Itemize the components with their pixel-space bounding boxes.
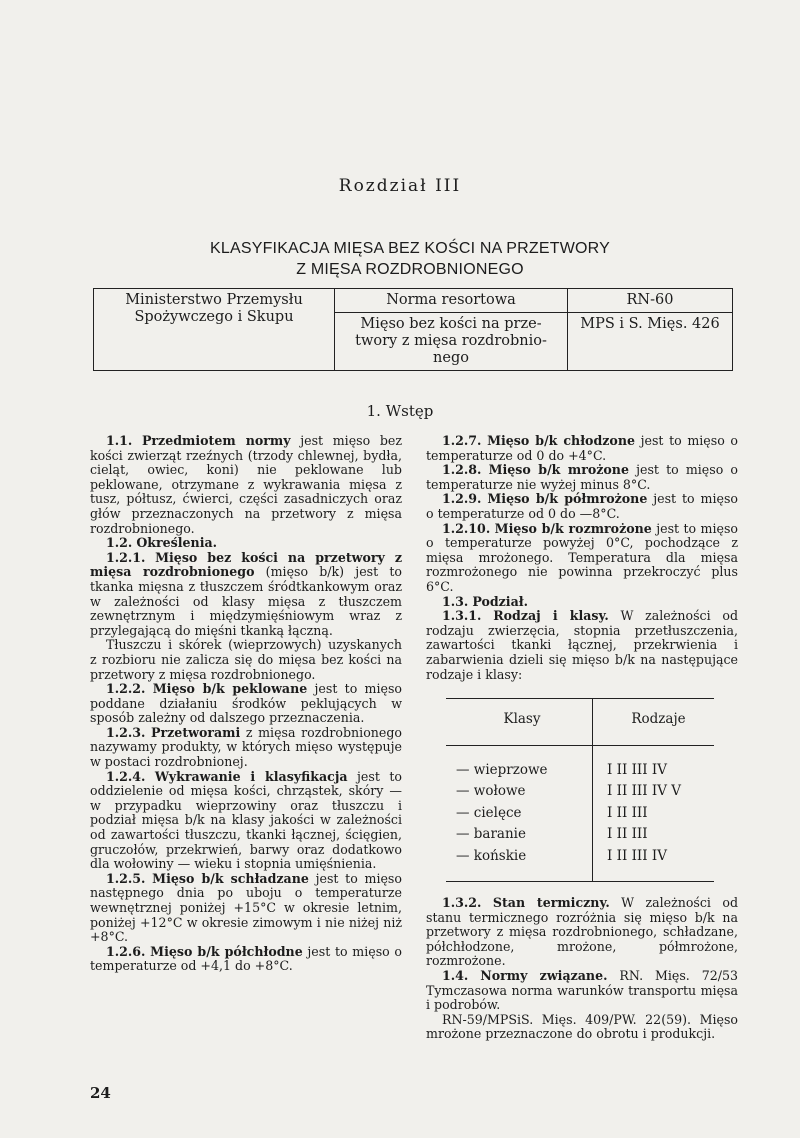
norm-number-cell: RN-60 (568, 289, 733, 313)
classes-table (446, 698, 714, 882)
main-title (80, 238, 740, 280)
table-header-klasy: Klasy (446, 699, 593, 746)
subject-cell (335, 313, 568, 371)
paragraph: 1.2.6. Mięso b/k półchłodne jest to mięso o temperaturze od +4,1 do +8°C. (90, 943, 402, 974)
paragraph: 1.2.10. Mięso b/k rozmrożone jest to mięso o temperaturze powyżej 0°C, pochodzące z mięsa mrożonego. Temperatura dla mięsa rozmrożonego nie powinna przekroczyć plus 6°C. (426, 520, 738, 594)
table-row: — wieprzowe I II III IV (446, 745, 714, 781)
table-header-rodzaje: Rodzaje (593, 699, 715, 746)
title-line-2: Z MIĘSA ROZDROBNIONEGO (296, 261, 524, 278)
table-row: — baranie I II III (446, 824, 714, 846)
section-title: 1. Wstęp (366, 402, 434, 420)
paragraph: 1.2.4. Wykrawanie i klasyfikacja jest to oddzielenie od mięsa kości, chrząstek, skóry — w przypadku wieprzowiny oraz tłuszczu i podział mięsa b/k na klasy jakości w zależności od zawartości tłuszczu, tkanki łącznej, ścięgien, gruczołów, przekrwień, barwy oraz dodatkowo dla wołowiny — wieku i stopnia umięśnienia. (90, 768, 403, 872)
paragraph: 1.4. Normy związane. RN. Mięs. 72/53 Tymczasowa norma warunków transportu mięsa i podrobów. (426, 968, 738, 1013)
ministry-cell (94, 289, 335, 371)
ministry-line-1: Ministerstwo Przemysłu (125, 292, 303, 308)
paragraph: 1.2.8. Mięso b/k mrożone jest to mięso o temperaturze nie wyżej minus 8°C. (426, 462, 738, 492)
paragraph: 1.2.7. Mięso b/k chłodzone jest to mięso o temperaturze od 0 do +4°C. (426, 433, 738, 463)
right-column (426, 434, 738, 1042)
paragraph: 1.2.3. Przetworami z mięsa rozdrobnionego nazywamy produkty, w których mięso występuje w postaci rozdrobnionej. (90, 724, 402, 770)
table-row: — cielęce I II III (446, 803, 714, 825)
table-row: — wołowe I II III IV V (446, 781, 714, 803)
subject-line-2: twory z mięsa rozdrobnio- (355, 333, 547, 349)
paragraph: 1.1. Przedmiotem normy jest mięso bez kości zwierząt rzeźnych (trzody chlewnej, bydła, cieląt, owiec, koni) nie peklowane lub peklowane, otrzymane z wykrawania mięsa z tusz, półtusz, ćwierci, części zasadniczych oraz głów przeznaczonych na przetwory z mięsa rozdrobnionego. (90, 433, 402, 536)
paragraph: 1.3. Podział. (442, 593, 528, 609)
page-number: 24 (90, 1084, 111, 1102)
code-cell: MPS i S. Mięs. 426 (568, 313, 733, 371)
norm-type-cell: Norma resortowa (335, 289, 568, 313)
paragraph: RN-59/MPSiS. Mięs. 409/PW. 22(59). Mięso mrożone przeznaczone do obrotu i produkcji. (426, 1011, 738, 1042)
paragraph: 1.2.5. Mięso b/k schładzane jest to mięso następnego dnia po uboju o temperaturze wewnętrznej poniżej +15°C w okresie letnim, poniżej +12°C w okresie zimowym i nie niżej niż +8°C. (90, 870, 402, 945)
subject-line-3: nego (433, 350, 469, 366)
paragraph: 1.2.9. Mięso b/k półmrożone jest to mięso o temperaturze od 0 do —8°C. (426, 491, 738, 521)
paragraph: 1.3.2. Stan termiczny. W zależności od stanu termicznego rozróżnia się mięso b/k na przetwory z mięsa rozdrobnionego, schładzane, półchłodzone, mrożone, półmrożone, rozmrożone. (426, 895, 739, 969)
table-row: — końskie I II III IV (446, 846, 714, 882)
paragraph: 1.3.1. Rodzaj i klasy. W zależności od rodzaju zwierzęcia, stopnia przetłuszczenia, zawartości tkanki łącznej, przekrwienia i zabarwienia dzieli się mięso b/k na następujące rodzaje i klasy: (426, 608, 738, 682)
paragraph: 1.2.1. Mięso bez kości na przetwory z mięsa rozdrobnionego (mięso b/k) jest to tkanka mięsna z tłuszczem śródtkankowym oraz w zależności od klasy mięsa z tłuszczem zewnętrznym i międzymięśniowym wraz z przylegającą do mięśni tkanką łączną. (90, 549, 402, 638)
chapter-heading: Rozdział III (338, 176, 462, 196)
ministry-line-2: Spożywczego i Skupu (134, 309, 294, 325)
title-line-1: KLASYFIKACJA MIĘSA BEZ KOŚCI NA PRZETWORY (209, 240, 610, 257)
paragraph: 1.2.2. Mięso b/k peklowane jest to mięso poddane działaniu środków peklujących w sposób zależny od dalszego przeznaczenia. (90, 681, 402, 726)
left-column (90, 434, 402, 974)
paragraph: 1.2. Określenia. (106, 535, 218, 551)
subject-line-1: Mięso bez kości na prze- (360, 316, 542, 332)
norm-header-table (93, 288, 733, 371)
paragraph: Tłuszczu i skórek (wieprzowych) uzyskanych z rozbioru nie zalicza się do mięsa bez kości na przetwory z mięsa rozdrobnionego. (90, 637, 402, 682)
